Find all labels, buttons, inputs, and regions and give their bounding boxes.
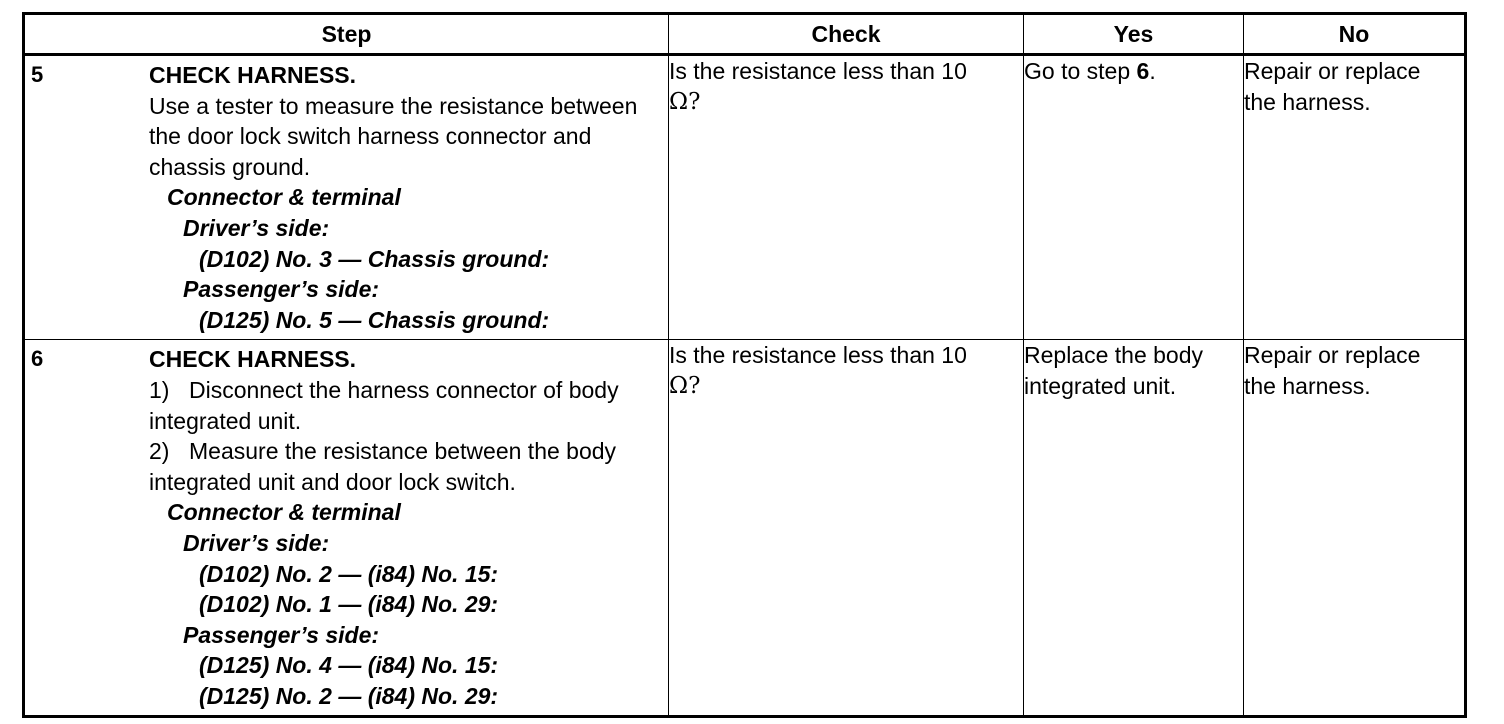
passenger-side-label: Passenger’s side: [183, 276, 380, 303]
item-number: 2) [149, 438, 170, 465]
step-number: 6 [31, 346, 44, 372]
table-row [24, 340, 1466, 717]
step-instruction: integrated unit and door lock switch. [149, 468, 516, 495]
yes-cell [1024, 55, 1244, 340]
terminal-spec: (D125) No. 2 — (i84) No. 29: [199, 682, 499, 709]
no-text: the harness. [1244, 372, 1371, 399]
diagnostic-table [22, 12, 1467, 718]
driver-side-label: Driver’s side: [183, 529, 330, 556]
header-row [24, 14, 1466, 55]
yes-suffix: . [1149, 58, 1156, 84]
no-cell [1244, 55, 1466, 340]
check-unit: Ω? [669, 88, 701, 115]
item-text: Measure the resistance between the body [189, 438, 617, 465]
step-cell [24, 55, 669, 340]
step-title: CHECK HARNESS. [149, 346, 357, 373]
check-text: Is the resistance less than 10 [669, 342, 967, 369]
table-row [24, 55, 1466, 340]
item-number: 1) [149, 376, 170, 403]
header-step: Step [24, 14, 669, 55]
no-cell [1244, 340, 1466, 717]
yes-step-ref: 6 [1136, 58, 1150, 84]
step-instruction: integrated unit. [149, 407, 302, 434]
terminal-spec: (D125) No. 5 — Chassis ground: [199, 306, 550, 333]
terminal-spec: (D102) No. 1 — (i84) No. 29: [199, 591, 499, 618]
check-cell [669, 55, 1024, 340]
yes-text [1024, 56, 1243, 87]
step-instruction [149, 436, 662, 467]
no-text: Repair or replace [1244, 58, 1421, 84]
connector-label: Connector & terminal [167, 184, 401, 211]
no-text: the harness. [1244, 88, 1371, 115]
header-check: Check [669, 14, 1024, 55]
no-text: Repair or replace [1244, 342, 1421, 369]
header-no: No [1244, 14, 1466, 55]
step-instruction: Use a tester to measure the resistance between [149, 92, 638, 119]
step-cell [24, 340, 669, 717]
yes-cell [1024, 340, 1244, 717]
check-unit: Ω? [669, 372, 701, 399]
connector-label: Connector & terminal [167, 499, 401, 526]
yes-prefix: Go to step [1024, 58, 1137, 84]
yes-text: integrated unit. [1024, 372, 1177, 399]
header-yes: Yes [1024, 14, 1244, 55]
step-number: 5 [31, 62, 44, 87]
step-instruction: chassis ground. [149, 153, 311, 180]
check-text: Is the resistance less than 10 [669, 58, 967, 84]
item-text: Disconnect the harness connector of body [189, 376, 619, 403]
step-instruction [149, 375, 662, 406]
step-instruction: the door lock switch harness connector and [149, 123, 592, 150]
driver-side-label: Driver’s side: [183, 214, 330, 241]
terminal-spec: (D102) No. 3 — Chassis ground: [199, 245, 550, 272]
yes-text: Replace the body [1024, 342, 1204, 369]
check-cell [669, 340, 1024, 717]
terminal-spec: (D125) No. 4 — (i84) No. 15: [199, 652, 499, 679]
step-title: CHECK HARNESS. [149, 62, 357, 88]
passenger-side-label: Passenger’s side: [183, 621, 380, 648]
terminal-spec: (D102) No. 2 — (i84) No. 15: [199, 560, 499, 587]
